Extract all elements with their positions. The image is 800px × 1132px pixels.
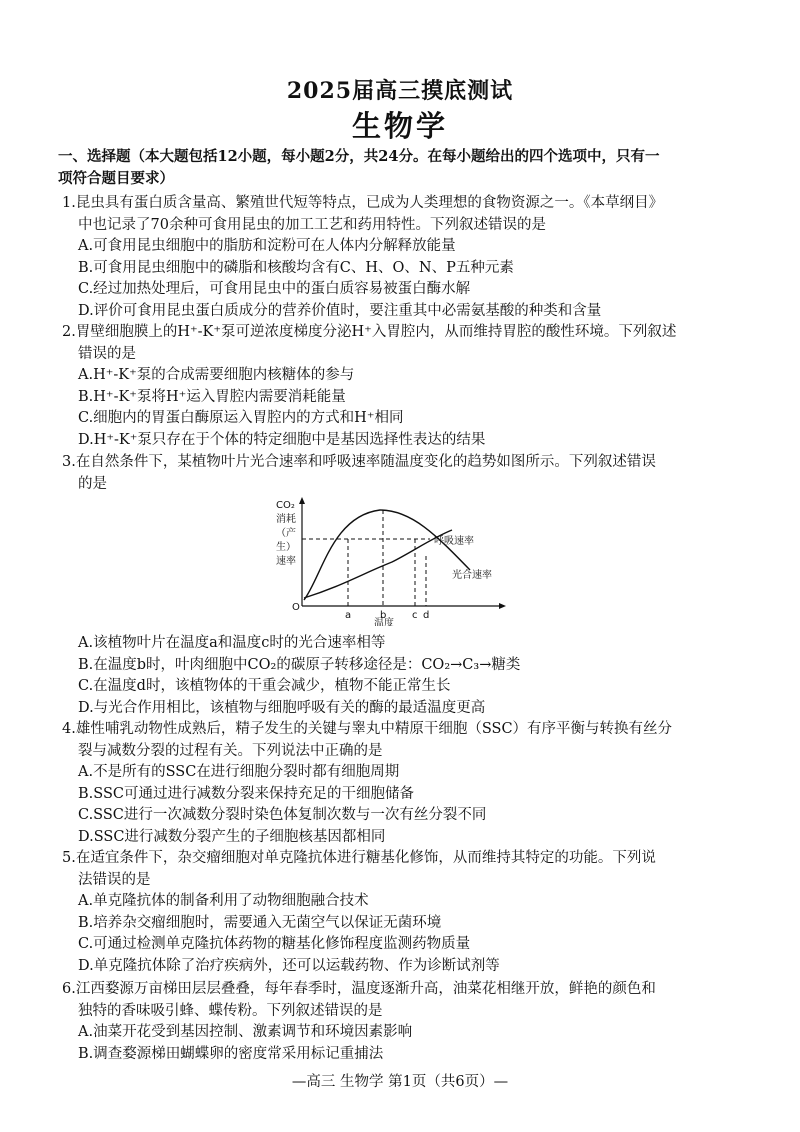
- option-d: D.H⁺-K⁺泵只存在于个体的特定细胞中是基因选择性表达的结果: [78, 431, 486, 448]
- option-c: C.在温度d时，该植物体的干重会减少，植物不能正常生长: [78, 678, 451, 694]
- question-stem: 5.在适宜条件下，杂交瘤细胞对单克隆抗体进行糖基化修饰，从而维持其特定的功能。下列说: [62, 850, 656, 866]
- question-stem: 独特的香味吸引蜂、蝶传粉。下列叙述错误的是: [78, 1002, 383, 1019]
- option-c: C.SSC进行一次减数分裂时染色体复制次数与一次有丝分裂不同: [78, 807, 487, 823]
- y-label-line: 消耗: [276, 514, 296, 525]
- option-d: D.与光合作用相比，该植物与细胞呼吸有关的酶的最适温度更高: [78, 699, 486, 716]
- question-stem: 1.昆虫具有蛋白质含量高、繁殖世代短等特点，已成为人类理想的食物资源之一。《本草纲目》: [62, 195, 664, 211]
- option-d: D.评价可食用昆虫蛋白质成分的营养价值时，要注重其中必需氨基酸的种类和含量: [78, 302, 602, 319]
- section-heading-line: 项符合题目要求）: [58, 169, 174, 187]
- option-c: C.可通过检测单克隆抗体药物的糖基化修饰程度监测药物质量: [78, 936, 471, 952]
- x-tick-label: d: [423, 610, 430, 621]
- option-b: B.培养杂交瘤细胞时，需要通入无菌空气以保证无菌环境: [78, 914, 442, 931]
- question-6: [58, 979, 748, 1065]
- y-label-line: 生）: [276, 542, 296, 553]
- question-2: [58, 322, 748, 451]
- series-label-photosynthesis: 光合速率: [452, 570, 492, 581]
- photosynthesis-rate-line: [304, 510, 470, 600]
- x-axis-label: 温度: [374, 618, 394, 626]
- option-a: A.该植物叶片在温度a和温度c时的光合速率相等: [78, 635, 386, 651]
- question-5: [58, 848, 748, 977]
- question-stem: 4.雄性哺乳动物性成熟后，精子发生的关键与睾丸中精原干细胞（SSC）有序平衡与转换有丝分: [62, 721, 673, 737]
- question-stem: 错误的是: [78, 345, 136, 362]
- temperature-rate-chart: [262, 496, 512, 626]
- question-4: [58, 719, 748, 848]
- option-a: A.不是所有的SSC在进行细胞分裂时都有细胞周期: [78, 764, 400, 780]
- y-label-line: （产: [276, 528, 296, 539]
- option-b: B.调查婺源梯田蝴蝶卵的密度常采用标记重捕法: [78, 1045, 384, 1062]
- question-stem: 2.胃壁细胞膜上的H⁺-K⁺泵可逆浓度梯度分泌H⁺入胃腔内，从而维持胃腔的酸性环境。下列叙述: [62, 324, 677, 340]
- option-a: A.单克隆抗体的制备利用了动物细胞融合技术: [78, 893, 369, 909]
- question-3-options: [58, 633, 748, 719]
- question-stem: 中也记录了70余种可食用昆虫的加工工艺和药用特性。下列叙述错误的是: [78, 216, 546, 233]
- series-label-respiration: 呼吸速率: [434, 536, 474, 547]
- question-stem: 裂与减数分裂的过程有关。下列说法中正确的是: [78, 742, 383, 759]
- x-tick-label: c: [412, 610, 418, 621]
- y-label-co2: CO₂: [276, 500, 295, 511]
- question-3: [58, 452, 748, 495]
- exam-title: 2025届高三摸底测试: [286, 78, 514, 104]
- origin-label: O: [292, 602, 300, 613]
- question-1: [58, 193, 748, 322]
- section-heading-line: 一、选择题（本大题包括12小题，每小题2分，共24分。在每小题给出的四个选项中，只有一: [58, 148, 660, 165]
- question-stem: 3.在自然条件下，某植物叶片光合速率和呼吸速率随温度变化的趋势如图所示。下列叙述错误: [62, 454, 656, 470]
- option-c: C.经过加热处理后，可食用昆虫中的蛋白质容易被蛋白酶水解: [78, 281, 471, 297]
- question-stem: 的是: [78, 475, 107, 492]
- y-label-line: 速率: [276, 556, 296, 567]
- option-b: B.H⁺-K⁺泵将H⁺运入胃腔内需要消耗能量: [78, 388, 346, 405]
- respiration-rate-line: [304, 530, 452, 598]
- y-axis-label: [276, 500, 296, 567]
- option-c: C.细胞内的胃蛋白酶原运入胃腔内的方式和H⁺相同: [78, 410, 404, 426]
- option-b: B.SSC可通过进行减数分裂来保持充足的干细胞储备: [78, 785, 414, 802]
- option-a: A.H⁺-K⁺泵的合成需要细胞内核糖体的参与: [78, 367, 355, 383]
- option-b: B.在温度b时，叶肉细胞中CO₂的碳原子转移途径是：CO₂→C₃→糖类: [78, 656, 521, 673]
- option-a: A.可食用昆虫细胞中的脂肪和淀粉可在人体内分解释放能量: [78, 238, 456, 254]
- option-b: B.可食用昆虫细胞中的磷脂和核酸均含有C、H、O、N、P五种元素: [78, 259, 514, 276]
- page-footer: —高三 生物学 第1页（共6页）—: [291, 1074, 509, 1090]
- option-d: D.单克隆抗体除了治疗疾病外，还可以运载药物、作为诊断试剂等: [78, 957, 500, 974]
- x-tick-label: a: [345, 610, 352, 621]
- question-stem: 法错误的是: [78, 871, 151, 888]
- y-axis-arrow: [299, 497, 305, 504]
- x-tick-label: b: [380, 610, 387, 621]
- option-a: A.油菜开花受到基因控制、激素调节和环境因素影响: [78, 1024, 413, 1040]
- question-stem: 6.江西婺源万亩梯田层层叠叠，每年春季时，温度逐渐升高，油菜花相继开放，鲜艳的颜色和: [62, 981, 656, 997]
- x-axis-arrow: [499, 603, 506, 609]
- option-d: D.SSC进行减数分裂产生的子细胞核基因都相同: [78, 828, 386, 845]
- section-heading: [58, 146, 748, 189]
- subject-title: 生物学: [351, 109, 448, 143]
